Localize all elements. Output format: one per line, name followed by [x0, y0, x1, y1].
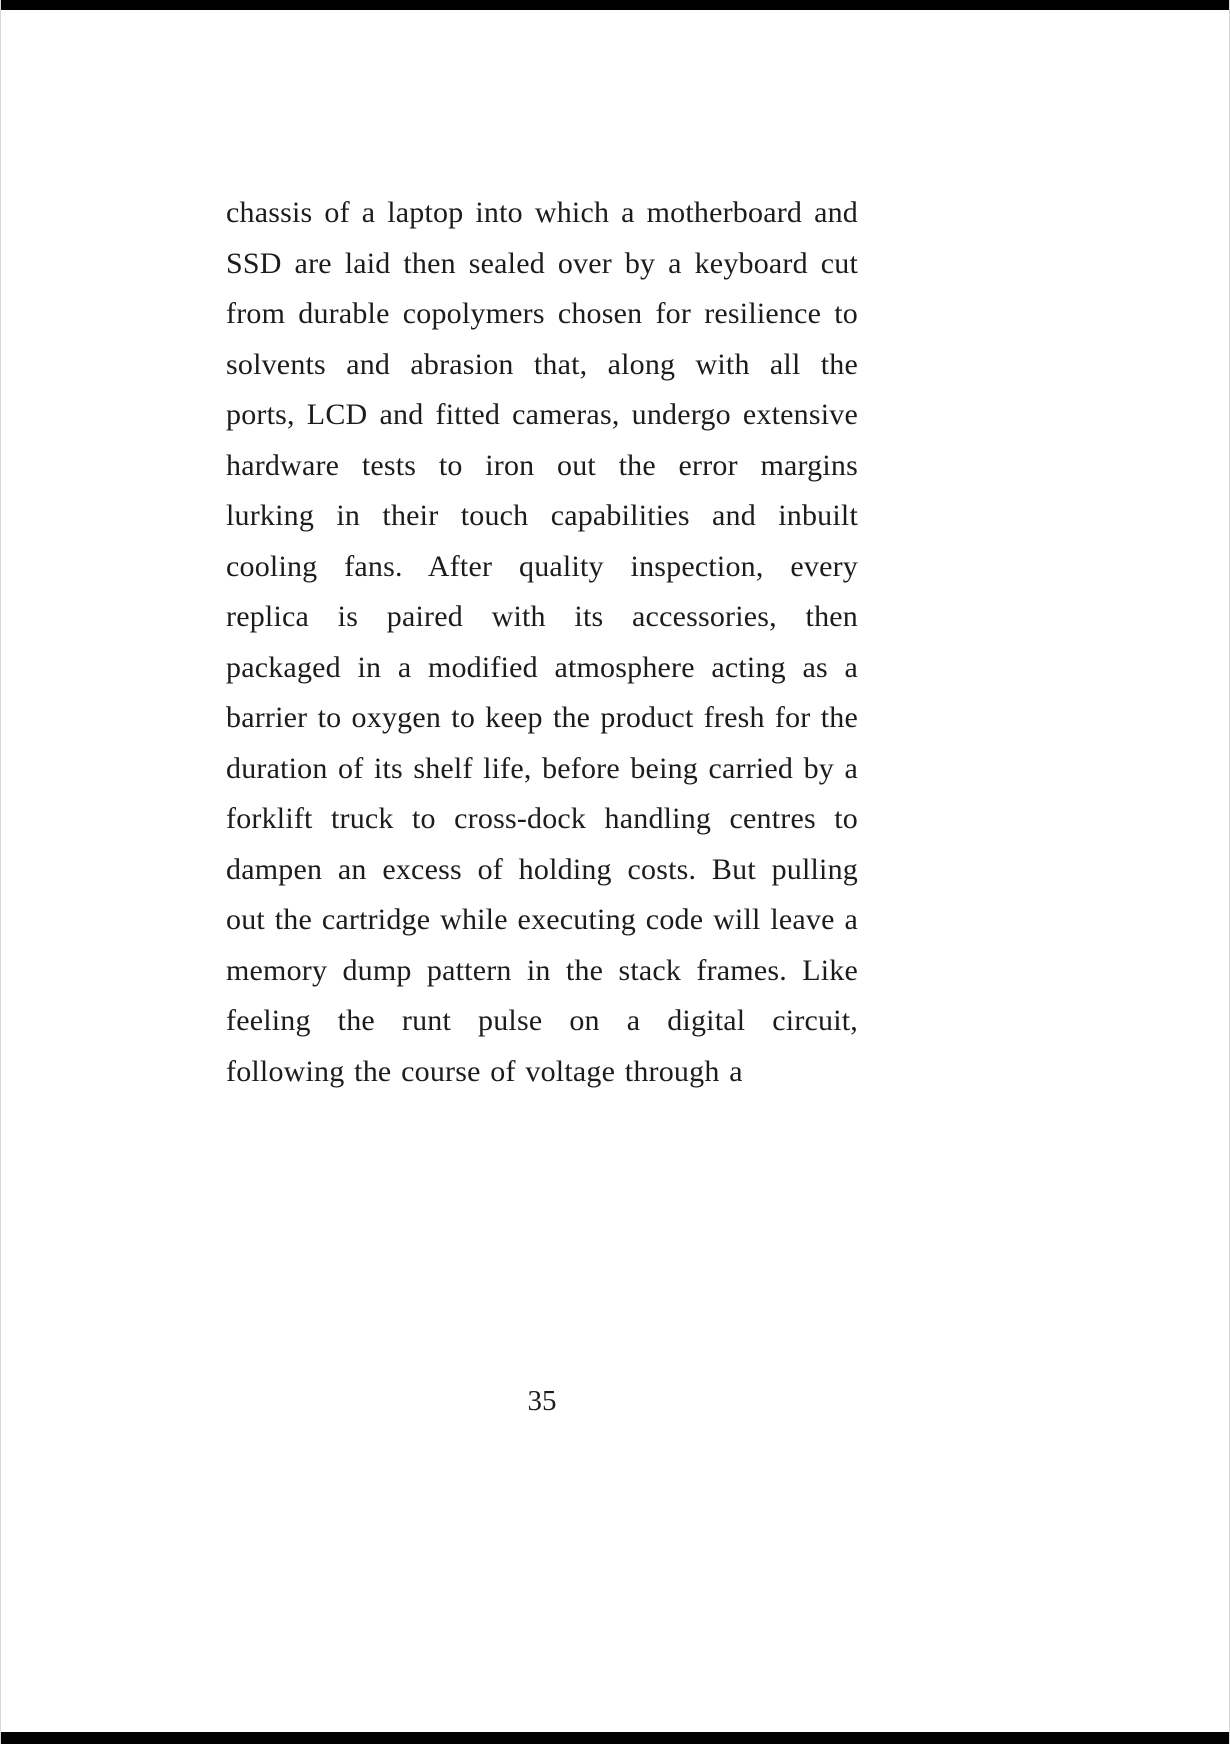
page-number: 35 [527, 1385, 557, 1417]
body-text-paragraph: chassis of a laptop into which a motherboard and SSD are laid then sealed over by a keyboard cut from durable copolymers chosen for resilience to solvents and abrasion that, along with all the ports, LCD and fitted cameras, undergo extensive hardware tests to iron out the error margins lurking in their touch capabilities and inbuilt cooling fans. After quality inspection, every replica is paired with its accessories, then packaged in a modified atmosphere acting as a barrier to oxygen to keep the product fresh for the duration of its shelf life, before being carried by a forklift truck to cross-dock handling centres to dampen an excess of holding costs. But pulling out the cartridge while executing code will leave a memory dump pattern in the stack frames. Like feeling the runt pulse on a digital circuit, following the course of voltage through a [226, 196, 858, 1088]
page-top-border [1, 0, 1229, 10]
page-bottom-border [1, 1732, 1229, 1744]
